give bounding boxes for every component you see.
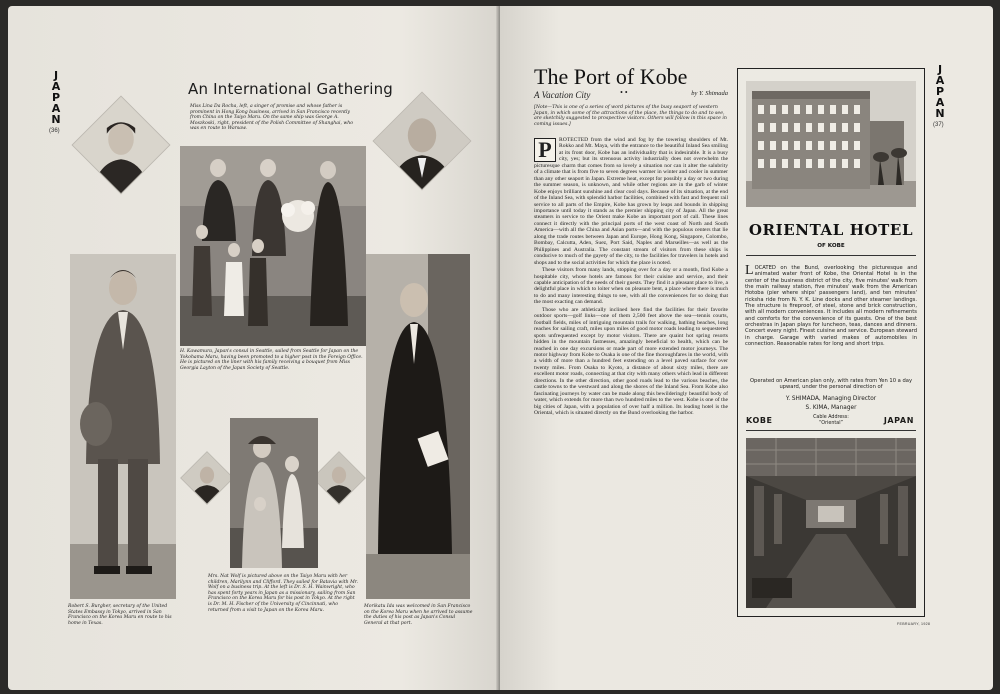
portrait-da-rocha (72, 96, 171, 195)
ad-cable-label: Cable Address: (813, 415, 849, 420)
oriental-hotel-ad (737, 68, 925, 617)
ad-lead-letter: L (745, 263, 754, 278)
hotel-exterior-photo (746, 81, 916, 207)
article-paragraph: ROTECTED from the wind and fog by the towering shoulders of Mt. Rokko and Mt. Maya, with the entrance to the beautiful Inland Sea smiling at its front door, Kobe has an individuality that is indesirable. It is a busy city, yes; but its strenuous activity industrially does not overwhelm the picturesque charm that comes from so lovely a situation nor can it alter the salubrity of a climate that is from five to seven degrees warmer in winter and cooler in summer than any other seaport in Japan. Extreme heat, except for possibly a day or two during the summer season, is unknown, and while other regions are in the garb of winter Kobe enjoys brilliant sunshine and clear cool days. Because of its situation, at the end of the Inland Sea, with splendid harbor facilities, combined with fast and frequent rail service to all parts of the Empire, Kobe has grown by leaps and bounds in shipping importance until today it stands as the premier shipping city of Japan. All the great steamers in service to the Orient make Kobe an important port of call. These lines connect it directly with the principal ports of the west coast of North and South America—with all the China and Asian ports—and with the populous centers that lie along the trade routes between Japan and Europe, Hong Kong, Singapore, Colombo, Bombay, Calcutta, Aden, Suez, Port Said, Naples and Marseilles—as well as the Philippines and Australia. The constant stream of visitors from these ships is conducive to much of the gayety of the city, to the facilities for travelers in hotels and shops and to the social activities for which the place is noted. (534, 137, 728, 266)
right-masthead: J A P A N (935, 63, 945, 120)
drop-cap: P (534, 138, 556, 162)
ad-subtitle: OF KOBE (817, 243, 845, 249)
editor-note: [Note—This is one of a series of word pictures of the busy seaport of western Japan, in which some of the attractions of the place, the things to do and to see, are sketchily suggested to prospective visitors. Others will follow in this space in coming issues.] (534, 105, 727, 128)
caption-wolf: Mrs. Nat Wolf is pictured above on the Taiyo Maru with her children, Marilynn and Clifford. They sailed for Batavia with Mr. Wolf on a business trip. At the left is Dr. S. H. Wainwright, who has spent forty years in Japan as a missionary, sailing from San Francisco on the Korea Maru for his post in Tokyo. At the right is Dr. M. H. Fischer of the University of Cincinnati, who returned from a visit to Japan on the Korea Maru. (208, 574, 358, 613)
photo-wolf-family (230, 418, 318, 568)
portrait-fischer (312, 451, 366, 505)
left-page-number: (36) (49, 128, 60, 134)
portrait-moszkoski (373, 92, 472, 191)
ad-managing-director: Y. SHIMADA, Managing Director (785, 396, 877, 402)
caption-top: Miss Lina Da Rocha, left, a singer of promise and whose father is prominent in Hong Kong business, arrived in San Francisco recently from China on the Taiyo Maru. On the same ship was George A. Moszkoski, right, president of the Polish Committee of Shanghai, who was en route to Warsaw. (190, 104, 354, 132)
hotel-lobby-photo (746, 438, 916, 608)
caption-kawamura: H. Kawamura, Japan's consul in Seattle, sailed from Seattle for Japan on the Yokohama Maru, having been promoted to a higher post in the Foreign Office. He is pictured on the liner with his family receiving a bouquet from Miss Georgia Layton of the Japan Society of Seattle. (180, 349, 363, 371)
photo-burgher (70, 254, 176, 599)
left-masthead: J A P A N (51, 69, 61, 126)
issue-date-footer: FEBRUARY, 1928 (897, 622, 931, 626)
article-body (534, 137, 728, 417)
article-paragraph: These visitors from many lands, stopping over for a day or a month, find Kobe a hospitable city, whose hotels are famous for their cuisine and service, and their capable anticipation of the needs of their guests. They find it a pleasant place to live, a delightful place in which to loiter when on pleasure bent, a place where there is much to do and many interesting things to see, with all the conveniences for so doing that the most exacting can demand. (534, 267, 728, 306)
photo-ida (366, 254, 470, 599)
left-page (8, 6, 500, 690)
article-subtitle: A Vacation City (534, 90, 591, 100)
ad-body-text: OCATED on the Bund, overlooking the picturesque and animated water front of Kobe, the Oriental Hotel is in the center of the business district of the city, five minutes' walk from the main railway station, five minutes' walk from the American Hotoba (pier where ships' passengers land), and ten minutes' ricksha ride from N. Y. K. Line docks and other steamer landings. The structure is fireproof, of steel, stone and brick construction, with all modern conveniences. It includes all modern refinements and comforts for the convenience of its guests. One of the best orchestras in Japan plays for luncheon, teas, dances and dinners. Concert every night. Finest cuisine and service. European steward in charge. Garage with varied makes of automobiles in connection. Reasonable rates for long and short trips. (745, 265, 917, 348)
ad-cable-value: “Oriental” (818, 421, 844, 426)
ad-operation: Operated on American plan only, with rates from Yen 10 a day upward, under the personal direction of (749, 378, 913, 391)
photo-kawamura-family (180, 146, 366, 346)
article-subtitle-line (534, 90, 728, 100)
ad-divider (746, 430, 916, 431)
left-page-title: An International Gathering (188, 80, 394, 98)
article-paragraph: Those who are athletically inclined here find the facilities for their favorite outdoor sports—golf links—one of them 2,500 feet above the sea—tennis courts, football fields, miles of intriguing mountain trails for walking, bathing beaches, long reaches for sailing craft, miles upon miles of good motor roads leading to sequestered spots unfrequented except by motor visitors. There are quaint hot spring resorts hidden in the mountain fastnesses, amazingly beneficial to health, which can be reached in one day excursions or made part of more extended motor journeys. The motor highway from Kobe to Osaka is one of the fine thoroughfares in the world, with a width of more than a hundred feet extending on a level paved surface for over twenty miles. From Osaka to Kyoto, a distance of about sixty miles, there are excellent motor roads, connecting at that city with many others which lead in different directions. In the other direction, other good roads lead to the various beaches, the castle towns to the westward and along the shores of the Inland Sea. From Kobe also fascinating journeys by water can be made along this bewilderingly beautiful body of water, which extends for more than two hundred miles to the west. Kobe is one of the big cities of Japan, with a population of over half a million. Its leading hotel is the Oriental, which is situated directly on the Bund overlooking the harbor. (534, 306, 728, 417)
ad-divider (746, 255, 916, 256)
caption-burgher: Robert S. Burgher, secretary of the United States Embassy in Tokyo, arrived in San Francisco on the Korea Maru en route to his home in Texas. (68, 604, 172, 626)
byline: by Y. Shimada (691, 90, 728, 97)
subtitle-dots: • • (620, 88, 628, 97)
right-page-number: (37) (933, 122, 944, 128)
ad-manager: S. KIMA, Manager (805, 405, 857, 411)
caption-ida: Morikatu Ida was welcomed in San Francisco on the Korea Maru when he arrived to assume the duties of his post as Japan's Consul General at that port. (364, 604, 473, 626)
portrait-wainwright (180, 451, 234, 505)
ad-city-left: KOBE (746, 416, 773, 425)
ad-title: ORIENTAL HOTEL (748, 221, 914, 239)
ad-body (745, 265, 917, 347)
ad-city-right: JAPAN (883, 416, 914, 425)
article-title: The Port of Kobe (534, 64, 688, 89)
